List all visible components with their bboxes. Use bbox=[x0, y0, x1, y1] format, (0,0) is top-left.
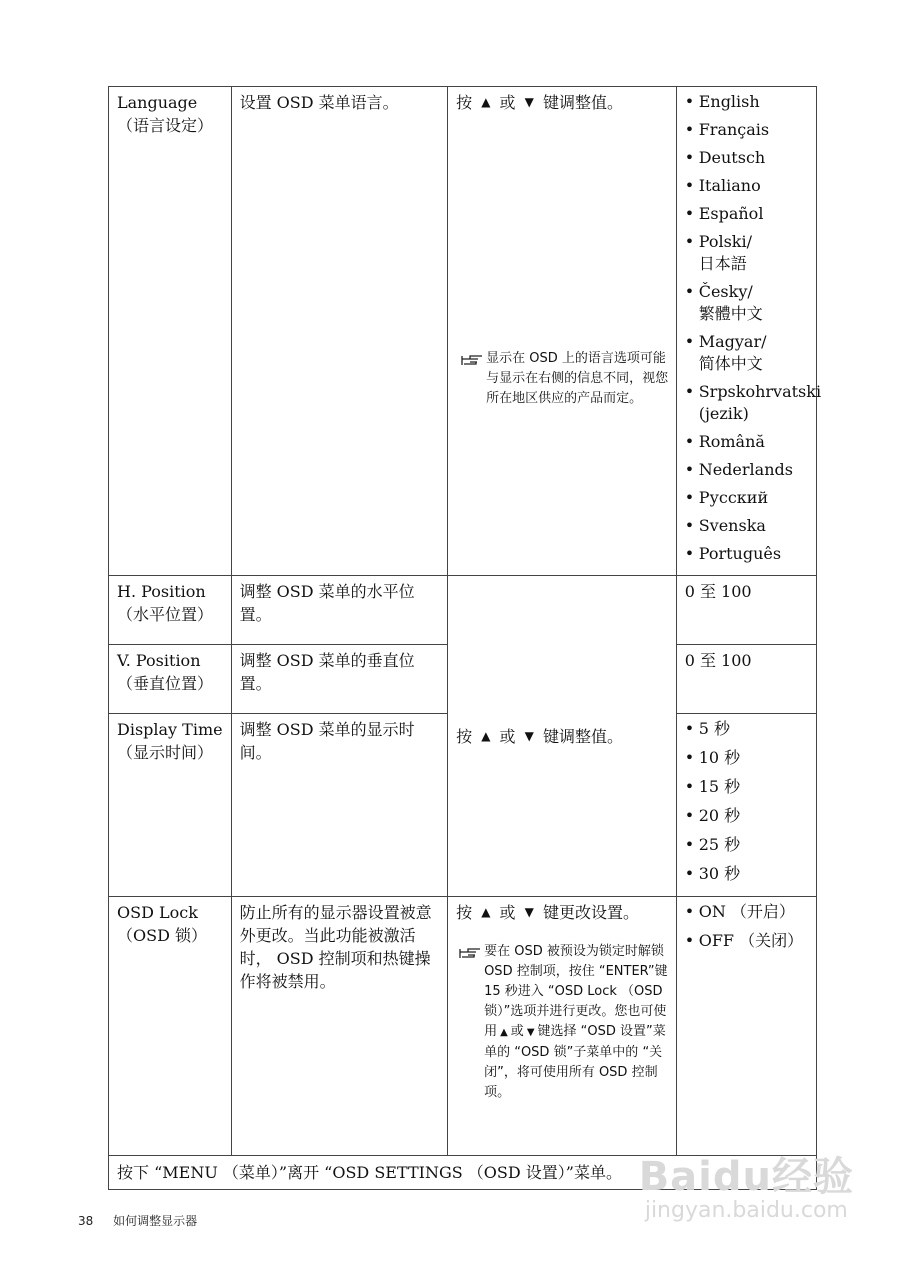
language-option: • Česky/ 繁體中文 bbox=[685, 281, 808, 325]
language-option: • Português bbox=[685, 543, 808, 565]
item-name-cell bbox=[109, 714, 232, 897]
item-op-cell-shared bbox=[448, 576, 677, 897]
item-name-cn: （显示时间） bbox=[117, 743, 214, 762]
item-op-cell bbox=[448, 897, 677, 1156]
up-triangle-icon: ▲ bbox=[481, 905, 491, 919]
pointing-hand-icon bbox=[458, 944, 484, 960]
display-time-option: • 25 秒 bbox=[685, 834, 808, 856]
display-time-option: • 15 秒 bbox=[685, 776, 808, 798]
down-triangle-icon: ▼ bbox=[526, 1027, 535, 1038]
osd-menu-table bbox=[108, 86, 822, 1190]
item-name-cn: （垂直位置） bbox=[117, 674, 214, 693]
item-name-cell bbox=[109, 87, 232, 576]
language-option: • Italiano bbox=[685, 175, 808, 197]
language-option: • Magyar/ 简体中文 bbox=[685, 331, 808, 375]
display-time-option: • 20 秒 bbox=[685, 805, 808, 827]
down-triangle-icon: ▼ bbox=[524, 728, 534, 743]
display-time-option: • 30 秒 bbox=[685, 863, 808, 885]
osd-lock-option: • OFF （关闭） bbox=[685, 930, 808, 952]
item-options-cell bbox=[676, 897, 816, 1156]
table-row-osd-lock bbox=[109, 897, 817, 1156]
operation-text: 按 ▲ 或 ▼ 键调整值。 bbox=[456, 726, 623, 746]
language-option: • Nederlands bbox=[685, 459, 808, 481]
item-name-en: H. Position bbox=[117, 582, 206, 601]
item-name-cell bbox=[109, 897, 232, 1156]
language-option: • Русский bbox=[685, 487, 808, 509]
note bbox=[458, 349, 670, 409]
operation-text: 按 ▲ 或 ▼ 键更改设置。 bbox=[456, 903, 639, 922]
note-text: 要在 OSD 被预设为锁定时解锁 OSD 控制项，按住 “ENTER”键 15 秒进入 “OSD Lock （OSD 锁）”选项并进行更改。您也可使用 ▲ 或 ▼ 键选择 “OSD 设置”菜单的 “OSD 锁”子菜单中的 “关闭”，将可使用所有 OSD 控制项。 bbox=[484, 944, 668, 1100]
operation-text: 按 ▲ 或 ▼ 键调整值。 bbox=[456, 93, 623, 112]
osd-lock-options bbox=[685, 901, 808, 952]
item-desc-cell: 防止所有的显示器设置被意外更改。当此功能被激活时， OSD 控制项和热键操作将被禁用。 bbox=[231, 897, 447, 1156]
item-name-en: OSD Lock bbox=[117, 903, 198, 922]
baidu-watermark bbox=[639, 1145, 854, 1223]
watermark-url: jingyan.baidu.com bbox=[644, 1198, 848, 1223]
language-option: • Română bbox=[685, 431, 808, 453]
item-desc-cell: 调整 OSD 菜单的显示时间。 bbox=[231, 714, 447, 897]
down-triangle-icon: ▼ bbox=[524, 905, 534, 919]
page-footer bbox=[78, 1212, 197, 1229]
down-triangle-icon: ▼ bbox=[524, 95, 534, 109]
table-row-language bbox=[109, 87, 817, 576]
item-range-cell: 0 至 100 bbox=[676, 645, 816, 714]
item-name-cell bbox=[109, 576, 232, 645]
pointing-hand-icon bbox=[460, 351, 486, 367]
up-triangle-icon: ▲ bbox=[481, 95, 491, 109]
item-name-en: Language bbox=[117, 93, 198, 112]
item-desc-cell: 调整 OSD 菜单的水平位置。 bbox=[231, 576, 447, 645]
item-options-cell bbox=[676, 87, 822, 576]
table-row-hpos bbox=[109, 576, 817, 645]
language-option: • Français bbox=[685, 119, 808, 141]
up-triangle-icon: ▲ bbox=[481, 728, 491, 743]
language-option: • Polski/ 日本語 bbox=[685, 231, 808, 275]
language-option: • Español bbox=[685, 203, 808, 225]
osd-lock-option: • ON （开启） bbox=[685, 901, 808, 923]
item-op-cell bbox=[448, 87, 677, 576]
language-option: • English bbox=[685, 91, 808, 113]
item-name-cn: （语言设定） bbox=[117, 116, 214, 135]
display-time-option: • 5 秒 bbox=[685, 718, 808, 740]
note-text: 显示在 OSD 上的语言选项可能与显示在右侧的信息不同，视您所在地区供应的产品而定。 bbox=[486, 351, 669, 406]
language-option: • Srpskohrvatski (jezik) bbox=[685, 381, 808, 425]
item-name-cn: （水平位置） bbox=[117, 605, 214, 624]
item-name-en: Display Time bbox=[117, 720, 223, 739]
item-name-cn: （OSD 锁） bbox=[117, 926, 207, 945]
language-option: • Deutsch bbox=[685, 147, 808, 169]
item-name-cell bbox=[109, 645, 232, 714]
item-desc-cell: 调整 OSD 菜单的垂直位置。 bbox=[231, 645, 447, 714]
language-options bbox=[685, 91, 822, 565]
section-title: 如何调整显示器 bbox=[113, 1214, 198, 1228]
note bbox=[456, 942, 668, 1103]
page-number: 38 bbox=[78, 1214, 94, 1228]
language-option: • Svenska bbox=[685, 515, 808, 537]
item-range-cell: 0 至 100 bbox=[676, 576, 816, 645]
up-triangle-icon: ▲ bbox=[500, 1027, 508, 1038]
item-name-en: V. Position bbox=[117, 651, 201, 670]
footer-instruction: 按下 “MENU （菜单）”离开 “OSD SETTINGS （OSD 设置）”菜单。 bbox=[109, 1156, 817, 1190]
watermark-logo: Baidu经验 bbox=[638, 1154, 854, 1200]
display-time-options bbox=[685, 718, 808, 885]
item-desc-cell: 设置 OSD 菜单语言。 bbox=[231, 87, 447, 576]
item-options-cell bbox=[676, 714, 816, 897]
display-time-option: • 10 秒 bbox=[685, 747, 808, 769]
